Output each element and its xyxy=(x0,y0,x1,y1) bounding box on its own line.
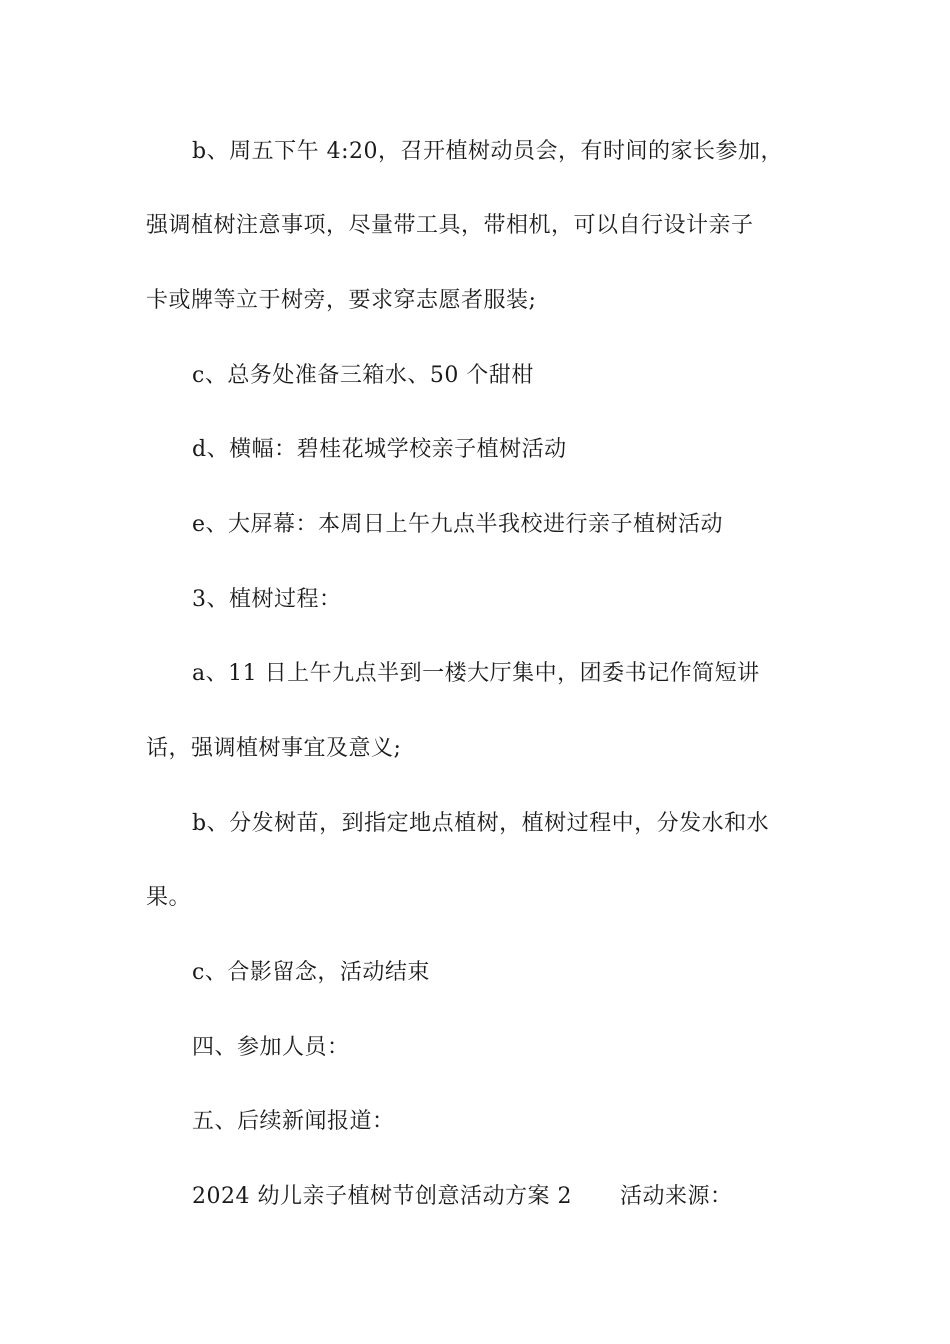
section-label: 活动来源： xyxy=(619,1184,733,1209)
document-subtitle-line xyxy=(192,1182,882,1212)
plan-title: 2024 幼儿亲子植树节创意活动方案 2 xyxy=(192,1184,572,1209)
paragraph-line: a、11 日上午九点半到一楼大厅集中，团委书记作简短讲 xyxy=(192,661,760,686)
section-heading: 四、参加人员： xyxy=(192,1035,350,1060)
paragraph-line: 话，强调植树事宜及意义; xyxy=(146,736,402,761)
paragraph-line: 强调植树注意事项，尽量带工具，带相机，可以自行设计亲子 xyxy=(146,213,754,238)
paragraph-line: c、总务处准备三箱水、50 个甜柑 xyxy=(192,363,534,388)
paragraph-line: d、横幅：碧桂花城学校亲子植树活动 xyxy=(192,437,567,462)
paragraph-line: b、周五下午 4:20，召开植树动员会，有时间的家长参加， xyxy=(192,139,783,164)
section-heading: 3、植树过程： xyxy=(192,587,342,612)
paragraph-line: c、合影留念，活动结束 xyxy=(192,960,430,985)
paragraph-line: e、大屏幕：本周日上午九点半我校进行亲子植树活动 xyxy=(192,512,724,537)
paragraph-line: b、分发树苗，到指定地点植树，植树过程中，分发水和水 xyxy=(192,811,770,836)
paragraph-line: 卡或牌等立于树旁，要求穿志愿者服装; xyxy=(146,288,537,313)
section-heading: 五、后续新闻报道： xyxy=(192,1109,395,1134)
paragraph-line: 果。 xyxy=(146,885,192,910)
